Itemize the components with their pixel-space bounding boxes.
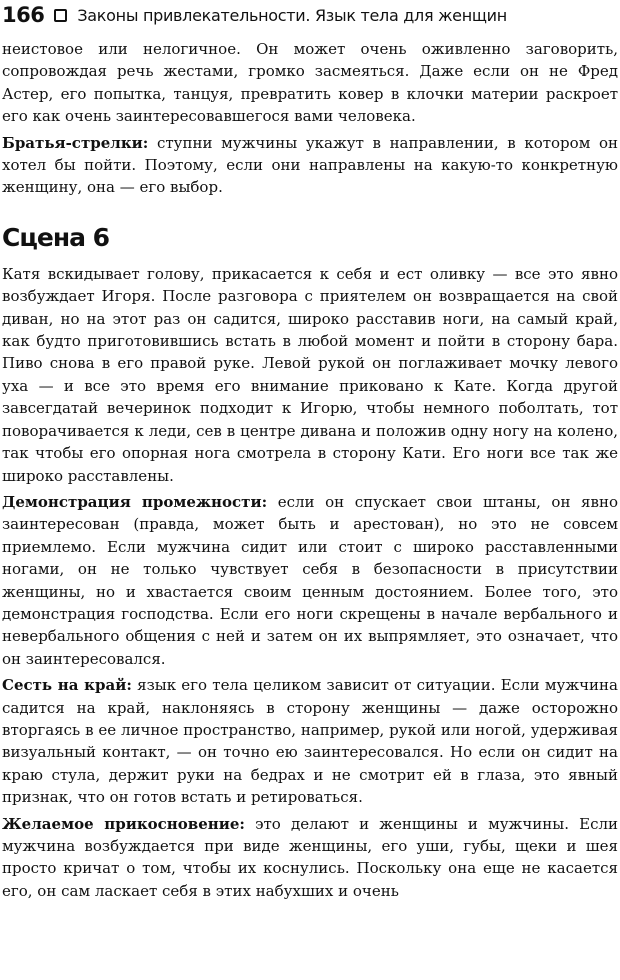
paragraph-term: Братья-стрелки: [2,133,149,152]
paragraph-term: Сесть на край: [2,676,132,695]
section-heading: Сцена 6 [2,222,110,252]
paragraph [2,813,618,903]
paragraph [2,132,618,199]
paragraph [2,263,618,487]
paragraph-text: язык его тела целиком зависит от ситуации. Если мужчина садится на край, наклоняясь в сторону женщины — даже осторожно вторгаясь в ее личное пространство, например, рукой или ногой, удерживая визуальный контакт, — он точно ею заинтересовался. Но если он сидит на краю стула, держит руки на бедрах и не смотрит ей в глаза, это явный признак, что он готов встать и ретироваться. [2,676,618,807]
running-title: Законы привлекательности. Язык тела для женщин [77,5,507,25]
square-outline-icon [54,9,67,22]
paragraph-text: неистовое или нелогичное. Он может очень оживленно заговорить, сопровождая речь жестами, громко засмеяться. Даже если он не Фред Астер, его попытка, танцуя, превратить ковер в клочки материи раскроет его как очень заинтересовавшегося вами человека. [2,40,618,126]
page-number: 166 [2,3,45,27]
paragraph-text: если он спускает свои штаны, он явно заинтересован (правда, может быть и арестован), но это не совсем приемлемо. Если мужчина сидит или стоит с широко расставленными ногами, он не только чувствует себя в безопасности в присутствии женщины, но и хвастается своим ценным достоянием. Более того, это демонстрация господства. Если его ноги скрещены в начале вербального и невербального общения с ней и затем он их выпрямляет, это означает, что он заинтересовался. [2,492,618,668]
paragraph-text: это делают и женщины и мужчины. Если мужчина возбуждается при виде женщины, его уши, губы, щеки и шея просто кричат о том, чтобы их коснулись. Поскольку она еще не касается его, он сам ласкает себя в этих набухших и очень [2,814,619,900]
paragraph-term: Желаемое прикосновение: [2,814,245,833]
paragraph-term: Демонстрация промежности: [2,492,268,511]
paragraph [2,491,618,670]
page-header [0,0,620,30]
paragraph [2,674,618,808]
paragraph-text: Катя вскидывает голову, прикасается к себя и ест оливку — все это явно возбуждает Игоря. После разговора с приятелем он возвращается на свой диван, но на этот раз он садится, широко расставив ноги, на самый край, как будто приготовившись встать в любой момент и пойти в сторону бара. Пиво снова в его правой руке. Левой рукой он поглаживает мочку левого уха — и все это время его внимание приковано к Кате. Когда другой завсегдатай вечеринок подходит к Игорю, чтобы немного поболтать, тот поворачивается к леди, сев в центре дивана и положив одну ногу на колено, так чтобы его опорная нога смотрела в сторону Кати. Его ноги все так же широко расставлены. [2,264,618,485]
body-text [2,38,618,906]
paragraph-text: ступни мужчины укажут в направлении, в котором он хотел бы пойти. Поэтому, если они направлены на какую-то конкретную женщину, она — его выбор. [2,133,618,197]
paragraph [2,38,618,128]
